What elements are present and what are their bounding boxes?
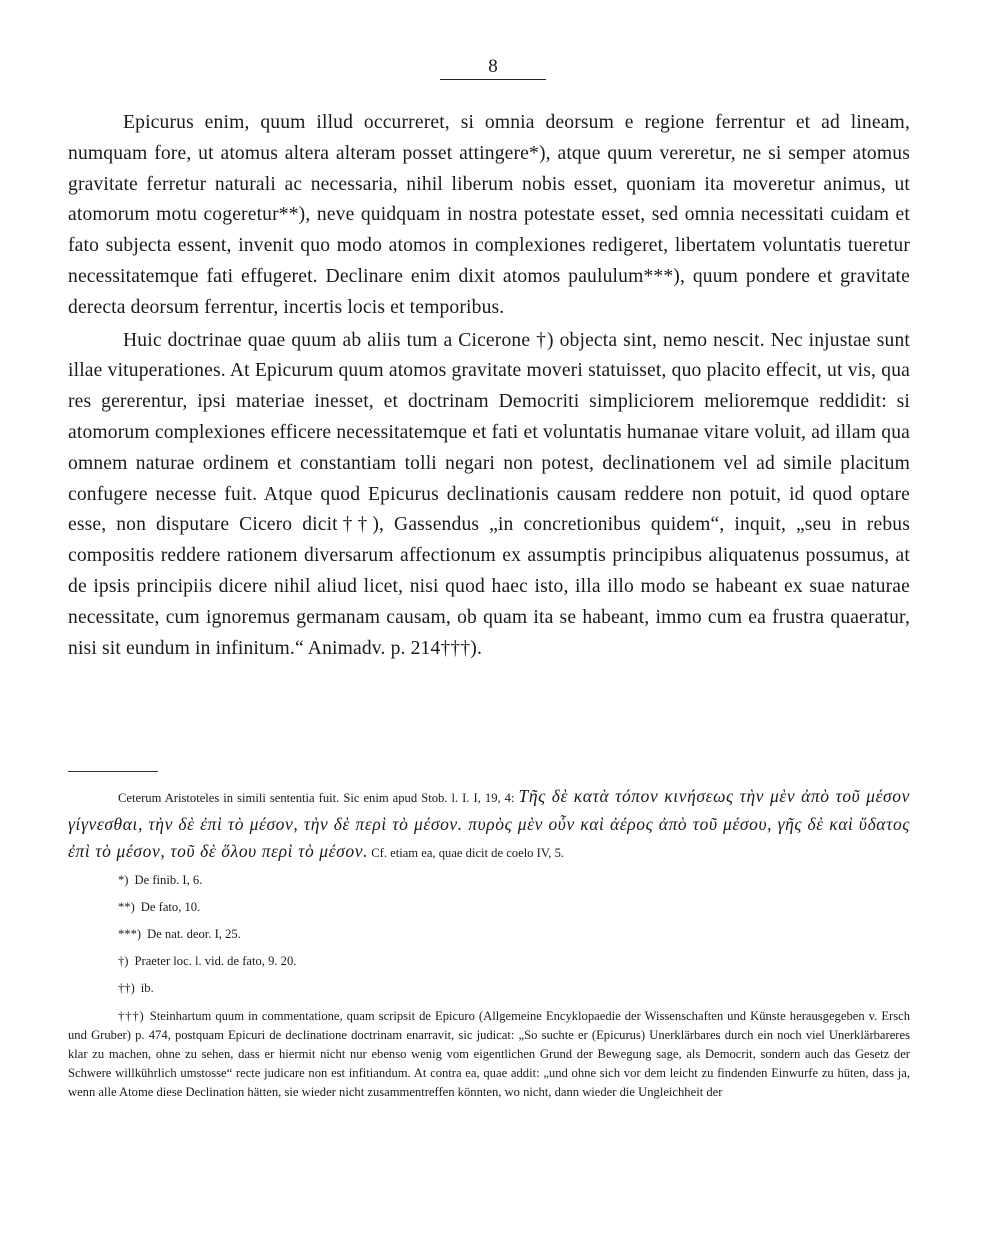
footnote-5 bbox=[68, 975, 910, 1002]
footnote-text: ib. bbox=[140, 981, 154, 996]
footnote-aristotle-tail: Cf. etiam ea, quae dicit de coelo IV, 5. bbox=[371, 846, 565, 860]
footnote-greek-quote: Τῆς δὲ κατὰ τόπον κινήσεως τὴν μὲν ἀπὸ τοῦ μέσον γίγνεσθαι, τὴν δὲ ἐπὶ τὸ μέσον, τὴν δὲ περὶ τὸ μέσον. πυρὸς μὲν οὖν καὶ ἀέρος ἀπὸ τοῦ μέσου, γῆς δὲ καὶ ὕδατος ἐπὶ τὸ μέσον, τοῦ δὲ ὅλου περὶ τὸ μέσον. bbox=[68, 786, 910, 861]
footnote-marker: ††) bbox=[118, 981, 135, 996]
footnote-text: De finib. I, 6. bbox=[134, 872, 203, 887]
footnote-aristotle bbox=[68, 784, 910, 867]
footnotes bbox=[68, 784, 910, 1103]
paragraph-1: Epicurus enim, quum illud occurreret, si omnia deorsum e regione ferrentur et ad lineam, numquam fore, ut atomus altera alteram posset attingere*), atque quum vereretur, ne si semper atomus gravitate ferretur naturali ac necessaria, nihil liberum nobis esset, quoniam ita moveretur animus, ut atomorum motu cogeretur**), neve quidquam in nostra potestate esset, sed omnia necessitati cuidam et fato subjecta essent, invenit quo modo atomos in complexiones redigeret, libertatem voluntatis tueretur necessitatemque fati effugeret. Declinare enim dixit atomos paululum***), quum pondere et gravitate derecta deorsum ferrentur, incertis locis et temporibus. bbox=[68, 112, 910, 318]
footnote-2 bbox=[68, 894, 910, 921]
main-text bbox=[68, 108, 910, 664]
footnote-text: Praeter loc. l. vid. de fato, 9. 20. bbox=[134, 954, 297, 969]
footnote-marker: †) bbox=[118, 954, 129, 969]
footnote-3 bbox=[68, 921, 910, 948]
footnote-6 bbox=[68, 1007, 910, 1103]
footnote-text: De nat. deor. I, 25. bbox=[147, 926, 241, 941]
footnote-marker: †††) bbox=[118, 1008, 144, 1023]
page-number: 8 bbox=[440, 56, 546, 80]
footnote-separator bbox=[68, 771, 158, 772]
footnote-aristotle-latin: Ceterum Aristoteles in simili sententia fuit. Sic enim apud Stob. l. I. I, 19, 4: bbox=[118, 791, 515, 805]
footnote-marker: **) bbox=[118, 899, 135, 914]
footnote-marker: *) bbox=[118, 872, 129, 887]
footnote-marker: ***) bbox=[118, 926, 142, 941]
footnote-1 bbox=[68, 867, 910, 894]
paragraph-2: Huic doctrinae quae quum ab aliis tum a Cicerone †) objecta sint, nemo nescit. Nec injustae sunt illae vituperationes. At Epicurum quum atomos gravitate moveri statuisset, quo placito effecit, ut vis, qua res gererentur, ipsi materiae inesset, et doctrinam Democriti simpliciorem melioremque reddidit: si atomorum complexiones efficere necessitatemque et fati et voluntatis humanae vitare voluit, ad illam qua omnem naturae ordinem et constantiam tolli negari non potest, declinationem vel ad simile placitum confugere necesse fuit. Atque quod Epicurus declinationis causam reddere non potuit, id quod optare esse, non disputare Cicero dicit††), Gassendus „in concretionibus quidem“, inquit, „seu in rebus compositis reddere rationem diversarum affectionum ex assumptis principibus aliquatenus possumus, at de ipsis principiis dicere nihil aliud licet, nisi quod haec isto, illa illo modo se habeant ex suae naturae necessitate, cum ignoremus germanam causam, ob quam ita se habeant, immo cum ea frustra quaeratur, nisi sit eundum in infinitum.“ Animadv. p. 214†††). bbox=[68, 329, 910, 659]
footnote-text: Steinhartum quum in commentatione, quam scripsit de Epicuro (Allgemeine Encyklopaedie der Wissenschaften und Künste herausgegeben v. Ersch und Gruber) p. 474, postquam Epicuri de declinatione doctrinam enarravit, sic judicat: „So suchte er (Epicurus) Unerklärbares durch ein noch viel Unerklärbareres klar zu machen, ohne zu sehen, dass er hiermit nicht nur ebenso wenig vom eigentlichen Grund der Bewegung sage, als Democrit, sondern auch das Gesetz der Schwere willkührlich umstosse“ recte judicare non est infitiandum. At contra ea, quae addit: „und ohne sich vor dem leicht zu findenden Einwurfe zu hüten, dass ja, wenn alle Atome diese Declination hätten, sie wieder nicht zusammentreffen könnten, wo nicht, dann wieder die Ungleichheit der bbox=[68, 1008, 910, 1100]
footnote-text: De fato, 10. bbox=[140, 899, 201, 914]
footnote-4 bbox=[68, 948, 910, 975]
